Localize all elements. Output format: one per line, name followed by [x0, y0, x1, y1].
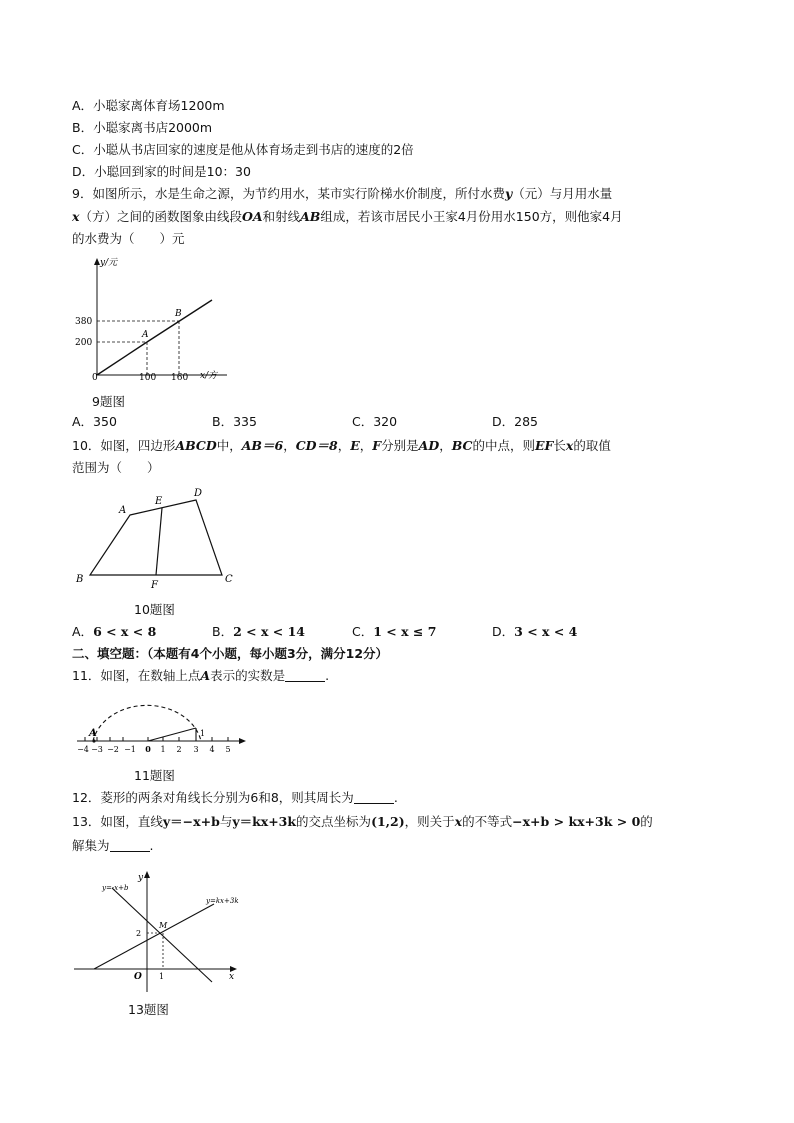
q13-text: ，则关于: [404, 814, 455, 829]
q13-text: 13．如图，直线: [72, 814, 163, 829]
height-label: 1: [200, 729, 206, 738]
point-b-label: B: [175, 309, 182, 319]
x-axis-label: x/方: [200, 371, 218, 381]
q10-stem-line2: 范围为（ ）: [72, 460, 160, 475]
q9-figure: [72, 255, 232, 383]
q11-figure: [72, 692, 252, 762]
ray-ab-line: [147, 300, 212, 342]
q9-stem-line3: 的水费为（ ）元: [72, 231, 185, 246]
q10-figure: [72, 482, 242, 592]
y-axis-label: y: [138, 873, 144, 883]
x-axis-label: x: [229, 972, 235, 982]
answer-blank: [354, 791, 394, 804]
x-tick-1: 1: [159, 972, 165, 981]
q11-text: .: [325, 668, 330, 683]
segment-ef: [156, 508, 162, 575]
line2-label: y=kx+3k: [206, 897, 239, 905]
q11-text: 表示的实数是: [210, 668, 286, 683]
q10-text: 的取值: [573, 438, 611, 453]
answer-blank: [110, 839, 150, 852]
q9-option-d: D．285: [492, 414, 538, 429]
q10-text: 的中点，则: [472, 438, 535, 453]
line1-label: y=-x+b: [102, 884, 129, 892]
hypotenuse: [148, 728, 196, 741]
y-tick-200: 200: [75, 338, 93, 348]
q13-caption: 13题图: [128, 1002, 169, 1017]
q11-stem: [72, 668, 329, 684]
q13-text: 与: [219, 814, 233, 829]
point-a-label: A: [142, 330, 149, 340]
q10-text: 中，: [216, 438, 242, 453]
vertex-d-label: D: [194, 488, 203, 499]
tick-label: 1: [160, 745, 166, 754]
q13-text: .: [149, 838, 154, 853]
tick-label: 5: [225, 745, 231, 754]
option-expr: 3 < x < 4: [514, 624, 578, 639]
intersection-point: (1,2): [371, 814, 405, 829]
q9-text: 9．如图所示，水是生命之源，为节约用水，某市实行阶梯水价制度，所付水费: [72, 186, 505, 201]
var-x: x: [454, 814, 463, 829]
y-tick-2: 2: [136, 929, 142, 938]
line-neg-x-plus-b: [112, 888, 212, 982]
q10-option-a: [72, 624, 156, 640]
option-letter: B．: [212, 624, 234, 639]
side-bc: BC: [451, 438, 473, 453]
eq2: y＝kx+3k: [232, 814, 297, 829]
option-letter: D．: [492, 624, 515, 639]
tick-label: −4: [77, 745, 89, 754]
q9-text: （方）之间的函数图象由线段: [79, 209, 242, 224]
x-tick-100: 100: [139, 373, 157, 383]
point-a-label: A: [89, 728, 97, 739]
point-m-label: M: [159, 921, 168, 930]
q10-caption: 10题图: [134, 602, 175, 617]
tick-label: −3: [91, 745, 103, 754]
origin-label: O: [134, 972, 142, 982]
option-expr: 6 < x < 8: [93, 624, 157, 639]
q12-stem: [72, 790, 398, 806]
x-tick-160: 160: [171, 373, 189, 383]
q13-text: 的不等式: [462, 814, 513, 829]
q10-text: 分别是: [381, 438, 419, 453]
point-a: A: [200, 668, 211, 683]
tick-label: 2: [176, 745, 182, 754]
origin-label: 0: [92, 373, 98, 383]
q9-stem-line2: [72, 209, 623, 225]
q9-text: （元）与月用水量: [512, 186, 613, 201]
q13-stem-line2: [72, 838, 154, 854]
q12-text: 12．菱形的两条对角线长分别为6和8，则其周长为: [72, 790, 354, 805]
q10-text: 10．如图，四边形: [72, 438, 176, 453]
q9-option-c: C．320: [352, 414, 398, 429]
point-e-label: E: [155, 496, 163, 507]
q10-text: ，: [439, 438, 452, 453]
var-x: x: [565, 438, 574, 453]
answer-blank: [285, 669, 325, 682]
q9-caption: 9题图: [92, 394, 125, 409]
tick-label: 3: [193, 745, 199, 754]
tick-label: −1: [124, 745, 136, 754]
tick-label: 4: [209, 745, 215, 754]
q10-text: 长: [553, 438, 566, 453]
ab-eq: AB＝6: [241, 438, 284, 453]
quadrilateral-abcd: [90, 500, 222, 575]
option-letter: C．: [352, 624, 374, 639]
q13-text: 的: [640, 814, 653, 829]
q10-text: ，: [283, 438, 296, 453]
q10-option-c: [352, 624, 436, 640]
side-ad: AD: [418, 438, 440, 453]
segment-oa: OA: [241, 209, 263, 224]
q11-text: 11．如图，在数轴上点: [72, 668, 201, 683]
q10-stem-line1: [72, 438, 611, 454]
q8-option-c: C．小聪从书店回家的速度是他从体育场走到书店的速度的2倍: [72, 142, 414, 157]
dashed-arc: [93, 705, 201, 741]
q13-figure: [72, 868, 252, 993]
q9-option-b: B．335: [212, 414, 257, 429]
cd-eq: CD＝8: [295, 438, 338, 453]
option-expr: 2 < x < 14: [233, 624, 305, 639]
q9-text: 和射线: [262, 209, 301, 224]
point-a-dot: [92, 739, 95, 742]
line-kx-plus-3k: [94, 904, 214, 969]
vertex-b-label: B: [76, 574, 84, 585]
q11-caption: 11题图: [134, 768, 175, 783]
q10-option-b: [212, 624, 305, 640]
y-axis-label: y/元: [100, 258, 118, 268]
option-expr: 1 < x ≤ 7: [373, 624, 437, 639]
vertex-a-label: A: [119, 505, 127, 516]
y-tick-380: 380: [75, 317, 93, 327]
point-f-label: F: [151, 580, 158, 591]
quad-abcd: ABCD: [175, 438, 217, 453]
q8-option-d: D．小聪回到家的时间是10：30: [72, 164, 251, 179]
inequality: −x+b > kx+3k > 0: [512, 814, 641, 829]
q12-text: .: [393, 790, 398, 805]
q10-option-d: [492, 624, 577, 640]
point-e: E: [350, 438, 360, 453]
vertex-c-label: C: [225, 574, 233, 585]
q10-text: ，: [359, 438, 373, 453]
q9-option-a: A．350: [72, 414, 117, 429]
q9-stem-line1: [72, 186, 612, 202]
var-y: y: [504, 186, 513, 201]
q9-text: 组成，若该市居民小王家4月份用水150方，则他家4月: [320, 209, 623, 224]
q13-text: 的交点坐标为: [296, 814, 372, 829]
seg-ef: EF: [534, 438, 554, 453]
tick-label: −2: [107, 745, 119, 754]
eq1: y＝−x+b: [162, 814, 220, 829]
option-letter: A．: [72, 624, 94, 639]
ray-ab: AB: [300, 209, 321, 224]
point-f: F: [372, 438, 382, 453]
q8-option-a: A．小聪家离体育场1200m: [72, 98, 225, 113]
segment-oa-line: [97, 342, 147, 375]
tick-label: 0: [145, 744, 151, 754]
q8-option-b: B．小聪家离书店2000m: [72, 120, 213, 135]
section-2-heading: 二、填空题：（本题有4个小题，每小题3分，满分12分）: [72, 646, 389, 661]
q13-text: 解集为: [72, 838, 110, 853]
var-x: x: [72, 209, 80, 224]
q13-stem-line1: [72, 814, 653, 830]
q10-text: ，: [337, 438, 351, 453]
